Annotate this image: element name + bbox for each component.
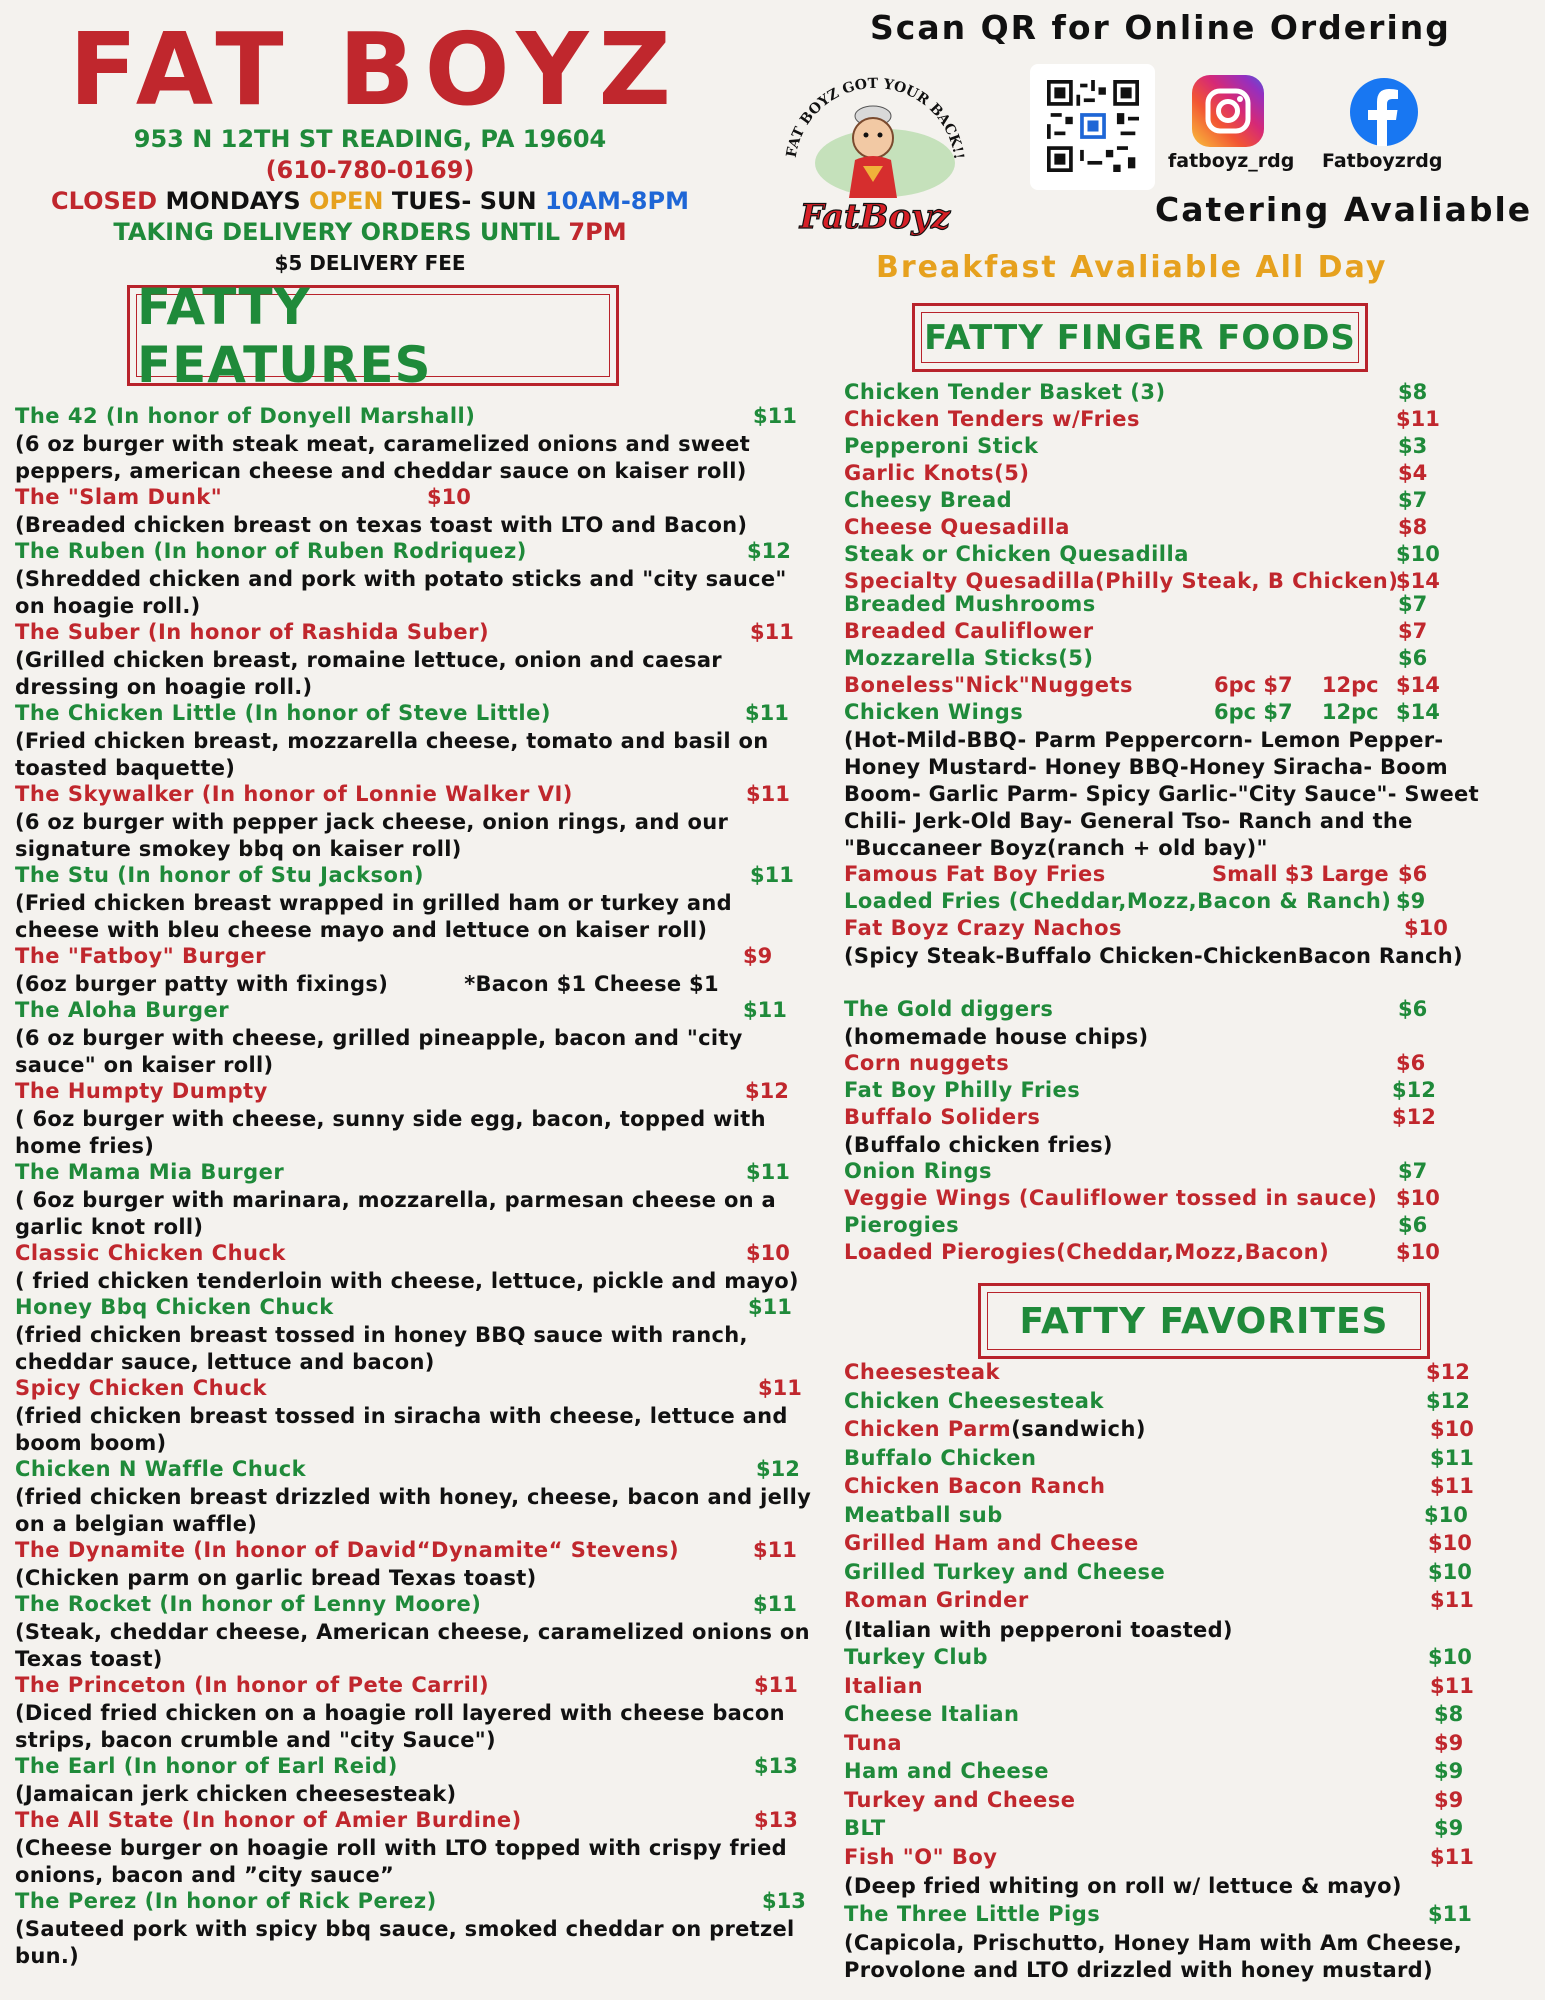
feature-item-description: (Grilled chicken breast, romaine lettuce, onion and caesar dressing on hoagie roll.) [15, 648, 730, 699]
open-label: OPEN [309, 187, 384, 215]
favorite-item-name[interactable] [844, 1788, 1076, 1812]
favorite-item-label: Ham and Cheese [844, 1759, 1049, 1783]
finger-food-name[interactable]: Pierogies [844, 1213, 960, 1237]
feature-item-name[interactable]: The Chicken Little (In honor of Steve Little) [15, 701, 551, 725]
finger-food-price: $6 [1398, 862, 1428, 886]
feature-item-price: $11 [745, 701, 789, 725]
favorite-item-description: (Italian with pepperoni toasted) [844, 1617, 1233, 1642]
favorite-item-price: $9 [1434, 1759, 1464, 1783]
finger-food-name[interactable]: Breaded Cauliflower [844, 619, 1094, 643]
favorite-item-price: $9 [1434, 1816, 1464, 1840]
favorite-item-label: Chicken Cheesesteak [844, 1388, 1104, 1413]
feature-item-price: $11 [743, 998, 787, 1022]
finger-food-name[interactable]: Chicken Tenders w/Fries [844, 407, 1140, 431]
feature-item-price: $10 [746, 1241, 790, 1265]
favorite-item-price: $8 [1434, 1702, 1464, 1726]
favorite-item-name[interactable] [844, 1389, 1104, 1413]
feature-item-description: (6oz burger patty with fixings) *Bacon $1 Cheese $1 [15, 972, 719, 996]
finger-food-price: $12 [1392, 1078, 1436, 1102]
feature-item-description: ( 6oz burger with cheese, sunny side egg, bacon, topped with home fries) [15, 1107, 774, 1158]
finger-food-name[interactable]: Steak or Chicken Quesadilla [844, 542, 1189, 566]
favorite-item-name[interactable] [844, 1902, 1100, 1926]
finger-food-sizes: 6pc $7 12pc [1214, 673, 1379, 697]
finger-food-price: $7 [1398, 619, 1428, 643]
favorite-item-label: Turkey Club [844, 1645, 989, 1669]
favorite-item-label: Buffalo Chicken [844, 1445, 1037, 1470]
favorite-item-label: BLT [844, 1816, 886, 1840]
feature-item-price: $11 [750, 620, 794, 644]
logo-wordmark: FatBoyz [799, 197, 951, 237]
feature-item-price: $12 [756, 1457, 800, 1481]
favorite-item-price: $10 [1424, 1502, 1468, 1527]
feature-item-price: $13 [754, 1754, 798, 1778]
favorite-item-price: $11 [1430, 1588, 1474, 1612]
finger-food-price: $10 [1396, 1186, 1440, 1210]
fatty-favorites-title: FATTY FAVORITES [1019, 1300, 1389, 1342]
feature-item-name[interactable]: The Mama Mia Burger [15, 1160, 285, 1184]
favorite-item-label: Chicken Bacon Ranch [844, 1474, 1106, 1498]
favorite-item-name[interactable] [844, 1816, 886, 1840]
feature-item-name[interactable]: The Rocket (In honor of Lenny Moore) [15, 1592, 482, 1616]
finger-food-name[interactable]: Fat Boy Philly Fries [844, 1078, 1081, 1102]
feature-item-description: (Sauteed pork with spicy bbq sauce, smoked cheddar on pretzel bun.) [15, 1917, 803, 1968]
favorite-item-price: $11 [1428, 1901, 1472, 1926]
finger-food-price: $12 [1392, 1105, 1436, 1129]
favorite-item-suffix: (sandwich) [1011, 1417, 1147, 1441]
feature-item-name[interactable]: The Suber (In honor of Rashida Suber) [15, 620, 490, 644]
finger-food-sizes: 6pc $7 12pc [1214, 700, 1379, 724]
feature-item-price: $11 [750, 863, 794, 887]
finger-food-price: $4 [1398, 461, 1428, 485]
feature-item-description: (6 oz burger with steak meat, caramelized onions and sweet peppers, american cheese and cheddar sauce on kaiser roll) [15, 432, 758, 483]
finger-food-price: $7 [1398, 592, 1428, 616]
feature-item-price: $12 [745, 1079, 789, 1103]
delivery-fee: $5 DELIVERY FEE [274, 251, 466, 275]
finger-food-description: (Spicy Steak-Buffalo Chicken-ChickenBacon Ranch) [844, 944, 1463, 968]
delivery-time: 7PM [568, 218, 627, 246]
feature-item-price: $11 [753, 1538, 797, 1562]
feature-item-price: $9 [743, 944, 773, 968]
finger-food-name[interactable]: Fat Boyz Crazy Nachos [844, 916, 1123, 940]
favorite-item-name[interactable] [844, 1845, 997, 1869]
feature-item-name[interactable]: The Earl (In honor of Earl Reid) [15, 1754, 398, 1778]
feature-item-price: $12 [747, 539, 791, 563]
feature-item-price: $13 [762, 1889, 806, 1913]
finger-food-name[interactable]: Mozzarella Sticks(5) [844, 646, 1094, 670]
open-days: TUES- SUN [383, 187, 545, 215]
finger-food-description: (homemade house chips) [844, 1025, 1149, 1049]
restaurant-name: FAT BOYZ [68, 11, 682, 128]
instagram-handle[interactable]: fatboyz_rdg [1168, 150, 1295, 172]
finger-food-price: $3 [1398, 434, 1428, 458]
facebook-handle[interactable]: Fatboyzrdg [1322, 150, 1443, 172]
address: 953 N 12TH ST READING, PA 19604 [133, 125, 607, 153]
favorite-item-price: $10 [1428, 1645, 1472, 1669]
finger-food-price: $7 [1398, 488, 1428, 512]
favorite-item-name[interactable] [844, 1560, 1165, 1584]
favorite-item-label: Italian [844, 1673, 924, 1698]
finger-food-description: (Hot-Mild-BBQ- Parm Peppercorn- Lemon Pepper- Honey Mustard- Honey BBQ-Honey Siracha- Boom Boom- Garlic Parm- Spicy Garlic-"City Sauce"- Sweet Chili- Jerk-Old Bay- General Tso- Ranch and the "Buccaneer Boyz(ranch + old bay)" [844, 728, 1479, 860]
favorite-item-label: Grilled Ham and Cheese [844, 1531, 1139, 1555]
feature-item-description: (Steak, cheddar cheese, American cheese, caramelized onions on Texas toast) [15, 1620, 818, 1671]
finger-food-price: $10 [1404, 916, 1448, 940]
feature-item-description: (6 oz burger with cheese, grilled pineapple, bacon and "city sauce" on kaiser roll) [15, 1026, 751, 1077]
feature-item-name[interactable]: The Ruben (In honor of Ruben Rodriquez) [15, 539, 527, 563]
feature-item-price: $11 [753, 1592, 797, 1616]
feature-item-name[interactable]: The Stu (In honor of Stu Jackson) [15, 863, 425, 887]
finger-food-name[interactable]: Veggie Wings (Cauliflower tossed in sauce) [844, 1186, 1378, 1210]
favorite-item-label: Cheese Italian [844, 1702, 1020, 1726]
feature-item-name[interactable]: The Princeton (In honor of Pete Carril) [15, 1673, 490, 1697]
phone-number[interactable]: (610-780-0169) [265, 156, 475, 184]
finger-food-name[interactable]: Famous Fat Boy Fries [844, 862, 1106, 886]
feature-item-price: $11 [748, 1295, 792, 1319]
feature-item-description: (fried chicken breast drizzled with honey, cheese, bacon and jelly on a belgian waffle) [15, 1485, 819, 1536]
favorite-item-price: $10 [1428, 1531, 1472, 1555]
favorite-item-price: $11 [1430, 1445, 1474, 1470]
feature-item-description: (Shredded chicken and pork with potato sticks and "city sauce" on hoagie roll.) [15, 567, 795, 618]
feature-item-name[interactable]: The Dynamite (In honor of David“Dynamite“ Stevens) [15, 1538, 680, 1562]
feature-item-name[interactable]: Honey Bbq Chicken Chuck [15, 1295, 334, 1319]
feature-item-name[interactable]: Chicken N Waffle Chuck [15, 1457, 307, 1481]
finger-food-name[interactable]: Buffalo Soliders [844, 1105, 1041, 1129]
favorite-item-price: $12 [1426, 1388, 1470, 1413]
delivery-text: TAKING DELIVERY ORDERS UNTIL [113, 218, 569, 246]
feature-item-description: (Diced fried chicken on a hoagie roll layered with cheese bacon strips, bacon crumble and "city Sauce") [15, 1701, 793, 1752]
finger-food-price: $14 [1396, 673, 1440, 697]
fatty-features-list [15, 0, 819, 2000]
finger-food-name[interactable]: Loaded Pierogies(Cheddar,Mozz,Bacon) [844, 1240, 1330, 1264]
favorite-item-label: Meatball sub [844, 1502, 1003, 1527]
favorite-item-price: $10 [1430, 1417, 1474, 1441]
scan-qr-title: Scan QR for Online Ordering [870, 8, 1451, 47]
favorite-item-name[interactable] [844, 1702, 1019, 1726]
favorite-item-label: The Three Little Pigs [844, 1901, 1101, 1926]
closed-days: MONDAYS [157, 187, 310, 215]
breakfast-notice: Breakfast Avaliable All Day [876, 250, 1388, 285]
finger-food-price: $11 [1396, 407, 1440, 431]
feature-item-price: $11 [758, 1376, 802, 1400]
finger-food-price: $8 [1398, 380, 1428, 404]
finger-food-price: $6 [1398, 1213, 1428, 1237]
feature-item-description: (fried chicken breast tossed in siracha with cheese, lettuce and boom boom) [15, 1404, 796, 1455]
favorite-item-price: $12 [1426, 1360, 1470, 1384]
finger-food-sizes: Small $3 Large [1212, 862, 1389, 886]
finger-food-name[interactable]: Onion Rings [844, 1159, 993, 1183]
finger-food-name[interactable]: Specialty Quesadilla(Philly Steak, B Chicken) [844, 569, 1399, 593]
finger-food-name[interactable]: Breaded Mushrooms [844, 592, 1096, 616]
finger-food-name[interactable]: Loaded Fries (Cheddar,Mozz,Bacon & Ranch) [844, 889, 1392, 913]
finger-food-name[interactable]: Cheese Quesadilla [844, 515, 1070, 539]
favorite-item-name[interactable] [844, 1360, 1000, 1384]
favorite-item-description: (Capicola, Prischutto, Honey Ham with Am Cheese, Provolone and LTO drizzled with honey mustard) [844, 1931, 1462, 1982]
feature-item-price: $11 [746, 1160, 790, 1184]
feature-item-price: $13 [754, 1808, 798, 1832]
feature-item-name[interactable]: The "Slam Dunk" [15, 485, 223, 509]
favorite-item-label: Tuna [844, 1730, 903, 1755]
favorite-item-name[interactable] [844, 1531, 1139, 1555]
finger-food-price: $7 [1398, 1159, 1428, 1183]
favorite-item-name[interactable] [844, 1674, 923, 1698]
favorite-item-label: Chicken Parm [844, 1417, 1012, 1441]
finger-food-name[interactable]: Chicken Wings [844, 700, 1024, 724]
finger-food-price: $14 [1396, 569, 1440, 593]
favorite-item-price: $11 [1430, 1474, 1474, 1498]
favorite-item-label: Turkey and Cheese [844, 1787, 1076, 1812]
feature-item-description: (Jamaican jerk chicken cheesesteak) [15, 1782, 457, 1806]
feature-item-description: (6 oz burger with pepper jack cheese, onion rings, and our signature smokey bbq on kaiser roll) [15, 810, 736, 861]
favorite-item-description: (Deep fried whiting on roll w/ lettuce & mayo) [844, 1874, 1402, 1898]
feature-item-name[interactable]: The Aloha Burger [15, 998, 230, 1022]
fatty-features-title: FATTY FEATURES [137, 277, 432, 394]
favorite-item-name[interactable] [844, 1759, 1049, 1783]
finger-food-price: $6 [1396, 1051, 1426, 1075]
finger-food-price: $14 [1396, 700, 1440, 724]
favorite-item-name[interactable] [844, 1503, 1003, 1527]
favorite-item-label: Roman Grinder [844, 1588, 1029, 1612]
finger-food-price: $8 [1398, 515, 1428, 539]
feature-item-price: $10 [427, 485, 471, 509]
closed-label: CLOSED [51, 187, 158, 215]
finger-food-price: $10 [1396, 1240, 1440, 1264]
favorite-item-name[interactable] [844, 1645, 988, 1669]
favorite-item-label: Fish "O" Boy [844, 1844, 998, 1869]
favorite-item-price: $11 [1430, 1673, 1474, 1698]
finger-food-name[interactable]: Garlic Knots(5) [844, 461, 1030, 485]
logo-arc-text: FAT BOYZ GOT YOUR BACK!! [783, 75, 967, 161]
catering-notice: Catering Avaliable [1155, 190, 1533, 229]
feature-item-name[interactable]: The All State (In honor of Amier Burdine) [15, 1808, 522, 1832]
finger-food-description: (Buffalo chicken fries) [844, 1133, 1113, 1157]
finger-food-name[interactable]: Chicken Tender Basket (3) [844, 380, 1166, 404]
feature-item-name[interactable]: Classic Chicken Chuck [15, 1241, 286, 1265]
finger-food-price: $9 [1396, 889, 1426, 913]
finger-food-price: $6 [1398, 997, 1428, 1021]
fatty-finger-foods-title: FATTY FINGER FOODS [924, 317, 1356, 358]
feature-item-name[interactable]: The Perez (In honor of Rick Perez) [15, 1889, 437, 1913]
finger-food-name[interactable]: The Gold diggers [844, 997, 1054, 1021]
finger-food-name[interactable]: Boneless"Nick"Nuggets [844, 673, 1134, 697]
menu-right-column [844, 0, 1544, 2000]
feature-item-name[interactable]: The Skywalker (In honor of Lonnie Walker VI) [15, 782, 573, 806]
favorite-item-name[interactable] [844, 1446, 1036, 1470]
feature-item-description: (fried chicken breast tossed in honey BBQ sauce with ranch, cheddar sauce, lettuce and bacon) [15, 1323, 756, 1374]
favorite-item-label: Cheesesteak [844, 1360, 1001, 1384]
finger-food-name[interactable]: Corn nuggets [844, 1051, 1010, 1075]
feature-item-name[interactable]: The 42 (In honor of Donyell Marshall) [15, 404, 476, 428]
feature-item-description: (Chicken parm on garlic bread Texas toast) [15, 1566, 537, 1590]
feature-item-name[interactable]: The "Fatboy" Burger [15, 944, 266, 968]
feature-item-price: $11 [753, 404, 797, 428]
feature-item-description: (Fried chicken breast, mozzarella cheese, tomato and basil on toasted baquette) [15, 729, 777, 780]
feature-item-name[interactable]: Spicy Chicken Chuck [15, 1376, 267, 1400]
feature-item-description: ( 6oz burger with marinara, mozzarella, parmesan cheese on a garlic knot roll) [15, 1188, 784, 1239]
feature-item-description: (Fried chicken breast wrapped in grilled ham or turkey and cheese with bleu cheese mayo and lettuce on kaiser roll) [15, 891, 740, 942]
feature-item-price: $11 [746, 782, 790, 806]
feature-item-description: (Breaded chicken breast on texas toast with LTO and Bacon) [15, 513, 748, 537]
feature-item-description: (Cheese burger on hoagie roll with LTO topped with crispy fried onions, bacon and ”city sauce” [15, 1836, 795, 1887]
favorite-item-name[interactable] [844, 1417, 1146, 1441]
finger-food-price: $6 [1398, 646, 1428, 670]
feature-item-description: ( fried chicken tenderloin with cheese, lettuce, pickle and mayo) [15, 1269, 799, 1293]
favorite-item-price: $10 [1428, 1559, 1472, 1584]
open-time: 10AM-8PM [544, 187, 689, 215]
favorite-item-price: $11 [1430, 1844, 1474, 1869]
favorite-item-name[interactable] [844, 1474, 1105, 1498]
favorite-item-name[interactable] [844, 1588, 1029, 1612]
favorite-item-label: Grilled Turkey and Cheese [844, 1559, 1166, 1584]
favorite-item-name[interactable] [844, 1731, 902, 1755]
feature-item-price: $11 [754, 1673, 798, 1697]
finger-food-price: $10 [1396, 542, 1440, 566]
feature-item-name[interactable]: The Humpty Dumpty [15, 1079, 268, 1103]
finger-food-name[interactable]: Cheesy Bread [844, 488, 1013, 512]
finger-food-name[interactable]: Pepperoni Stick [844, 434, 1039, 458]
favorite-item-price: $9 [1434, 1730, 1464, 1755]
favorite-item-price: $9 [1434, 1787, 1464, 1812]
